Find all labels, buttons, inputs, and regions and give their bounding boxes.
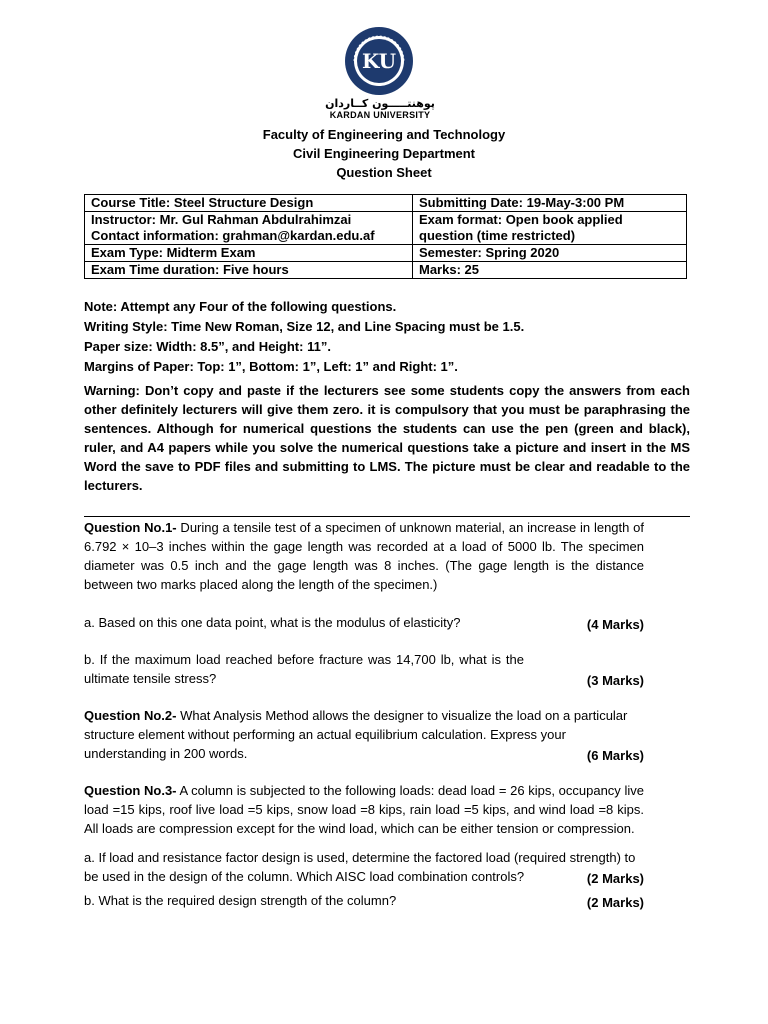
question-3 bbox=[84, 781, 644, 838]
marks: Marks: 25 bbox=[413, 262, 687, 279]
document-header bbox=[0, 125, 768, 182]
university-logo bbox=[344, 26, 414, 96]
table-row bbox=[85, 195, 687, 212]
contact-info: Contact information: grahman@kardan.edu.af bbox=[91, 228, 375, 243]
exam-instructions bbox=[84, 297, 690, 495]
margins-line: Margins of Paper: Top: 1”, Bottom: 1”, Left: 1” and Right: 1”. bbox=[84, 359, 458, 374]
question-3a-text: a. If load and resistance factor design is used, determine the factored load (required strength) to be used in the design of the column. Which AISC load combination controls? bbox=[84, 850, 636, 884]
question-1a bbox=[84, 613, 644, 632]
logo-persian-text: پوهنتـــــون کــاردان bbox=[325, 97, 435, 110]
question-3a-marks: (2 Marks) bbox=[586, 871, 644, 886]
question-1 bbox=[84, 518, 644, 594]
question-1-title: Question No.1- bbox=[84, 520, 177, 535]
table-row bbox=[85, 245, 687, 262]
question-1b-text: b. If the maximum load reached before fracture was 14,700 lb, what is the ultimate tensile stress? bbox=[84, 652, 524, 686]
faculty-title: Faculty of Engineering and Technology bbox=[262, 127, 506, 142]
instructor-cell bbox=[85, 212, 413, 245]
paper-size-line: Paper size: Width: 8.5”, and Height: 11”. bbox=[84, 339, 331, 354]
question-1a-text: a. Based on this one data point, what is the modulus of elasticity? bbox=[84, 615, 461, 630]
exam-info-table bbox=[84, 194, 687, 279]
question-1a-marks: (4 Marks) bbox=[586, 617, 644, 632]
exam-duration: Exam Time duration: Five hours bbox=[85, 262, 413, 279]
question-3-title: Question No.3- bbox=[84, 783, 177, 798]
question-1b bbox=[84, 650, 644, 688]
question-2-title: Question No.2- bbox=[84, 708, 177, 723]
question-2 bbox=[84, 706, 644, 763]
question-1-text: During a tensile test of a specimen of unknown material, an increase in length of 6.792 × 10–3 inches within the gage length was recorded at a load of 5000 lb. The specimen diameter was 0.5 inch and the gage length was 8 inches. (The gage length is the distance between two marks placed along the length of the specimen.) bbox=[84, 520, 644, 592]
section-divider bbox=[84, 516, 690, 517]
question-3b bbox=[84, 891, 644, 910]
table-row bbox=[85, 212, 687, 245]
question-2-body bbox=[84, 706, 644, 763]
svg-text:KU: KU bbox=[361, 49, 397, 73]
exam-format-line1: Exam format: Open book applied bbox=[419, 212, 623, 227]
question-3-text: A column is subjected to the following loads: dead load = 26 kips, occupancy live load =15 kips, roof live load =5 kips, snow load =8 kips, rain load =5 kips, and wind load =8 kips. All loads are compression except for the wind load, which can be either tension or compression. bbox=[84, 783, 644, 836]
instructor: Instructor: Mr. Gul Rahman Abdulrahimzai bbox=[91, 212, 352, 227]
question-3b-text: b. What is the required design strength of the column? bbox=[84, 893, 397, 908]
semester: Semester: Spring 2020 bbox=[413, 245, 687, 262]
question-3a bbox=[84, 848, 644, 886]
department-title: Civil Engineering Department bbox=[292, 146, 476, 161]
question-2-text: What Analysis Method allows the designer to visualize the load on a particular structure element without performing an actual equilibrium calculation. Express your understanding in 200 words. bbox=[84, 708, 628, 761]
submitting-date: Submitting Date: 19-May-3:00 PM bbox=[413, 195, 687, 212]
sheet-title: Question Sheet bbox=[336, 165, 432, 180]
logo-english-text: KARDAN UNIVERSITY bbox=[329, 110, 431, 120]
exam-format-cell bbox=[413, 212, 687, 245]
exam-type: Exam Type: Midterm Exam bbox=[85, 245, 413, 262]
question-3b-marks: (2 Marks) bbox=[586, 895, 644, 910]
warning-paragraph: Warning: Don’t copy and paste if the lecturers see some students copy the answers from each other definitely lecturers will give them zero. it is compulsory that you must be paraphrasing the sentences. Although for numerical questions the students can use the pen (green and black), ruler, and A4 papers while you solve the numerical questions take a picture and insert in the MS Word the save to PDF files and submitting to LMS. The picture must be clear and readable to the lecturers. bbox=[84, 383, 690, 493]
note-line: Note: Attempt any Four of the following questions. bbox=[84, 299, 397, 314]
questions-section bbox=[84, 518, 644, 910]
exam-format-line2: question (time restricted) bbox=[419, 228, 576, 243]
logo-caption bbox=[300, 97, 460, 120]
table-row bbox=[85, 262, 687, 279]
question-2-marks: (6 Marks) bbox=[586, 748, 644, 763]
question-1b-marks: (3 Marks) bbox=[586, 673, 644, 688]
writing-style-line: Writing Style: Time New Roman, Size 12, and Line Spacing must be 1.5. bbox=[84, 319, 525, 334]
course-title: Course Title: Steel Structure Design bbox=[85, 195, 413, 212]
